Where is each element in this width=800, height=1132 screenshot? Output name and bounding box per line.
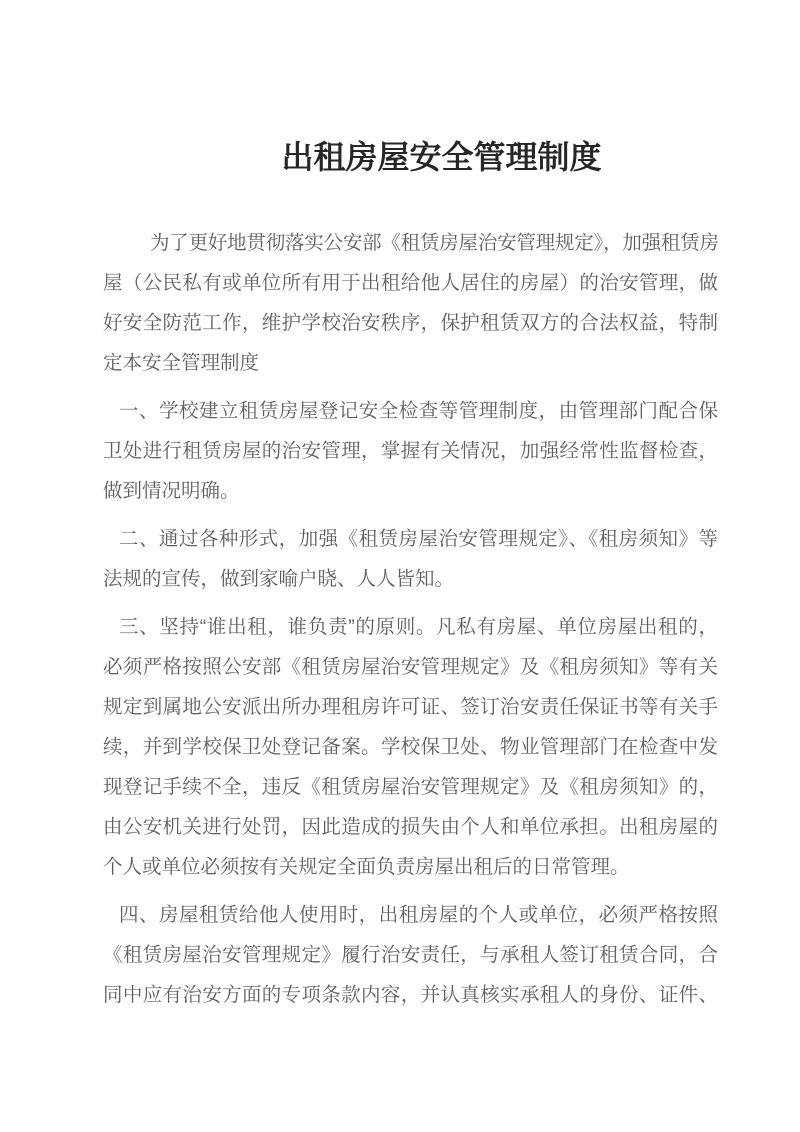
text-line: 四、房屋租赁给他人使用时，出租房屋的个人或单位，必须严格按照 [119, 904, 718, 926]
text-line: 个人或单位必须按有关规定全面负责房屋出租后的日常管理。 [103, 856, 630, 878]
paragraph-item-3 [103, 607, 718, 887]
text-line: 好安全防范工作，维护学校治安秩序，保护租赁双方的合法权益，特制 [103, 312, 718, 334]
text-line: 同中应有治安方面的专项条款内容，并认真核实承租人的身份、证件、 [103, 984, 718, 1006]
document-body [103, 223, 718, 1015]
text-line: 《租赁房屋治安管理规定》履行治安责任，与承租人签订租赁合同，合 [103, 944, 718, 966]
text-line: 定本安全管理制度 [103, 352, 260, 374]
text-line: 续，并到学校保卫处登记备案。学校保卫处、物业管理部门在检查中发 [103, 736, 718, 758]
text-line: 做到情况明确。 [103, 480, 240, 502]
text-line: 卫处进行租赁房屋的治安管理，掌握有关情况，加强经常性监督检查， [103, 440, 718, 462]
text-line: 二、通过各种形式，加强《租赁房屋治安管理规定》、《租房须知》等 [119, 528, 718, 550]
text-line: 一、学校建立租赁房屋登记安全检查等管理制度，由管理部门配合保 [119, 400, 718, 422]
text-line: 必须严格按照公安部《租赁房屋治安管理规定》及《租房须知》等有关 [103, 656, 718, 678]
text-line: 法规的宣传，做到家喻户晓、人人皆知。 [103, 568, 455, 590]
paragraph-item-4 [103, 895, 718, 1015]
paragraph-intro [103, 223, 718, 383]
text-line: 由公安机关进行处罚，因此造成的损失由个人和单位承担。出租房屋的 [103, 816, 718, 838]
text-line: 规定到属地公安派出所办理租房许可证、签订治安责任保证书等有关手 [103, 696, 718, 718]
text-line: 为了更好地贯彻落实公安部《租赁房屋治安管理规定》，加强租赁房 [150, 232, 718, 254]
text-line: 三、坚持“谁出租，谁负责”的原则。凡私有房屋、单位房屋出租的， [119, 616, 718, 638]
paragraph-item-2 [103, 519, 718, 599]
paragraph-item-1 [103, 391, 718, 511]
text-line: 现登记手续不全，违反《租赁房屋治安管理规定》及《租房须知》的， [103, 776, 718, 798]
document-title: 出租房屋安全管理制度 [281, 138, 602, 176]
text-line: 屋（公民私有或单位所有用于出租给他人居住的房屋）的治安管理，做 [103, 272, 718, 294]
document-content [103, 0, 718, 1015]
